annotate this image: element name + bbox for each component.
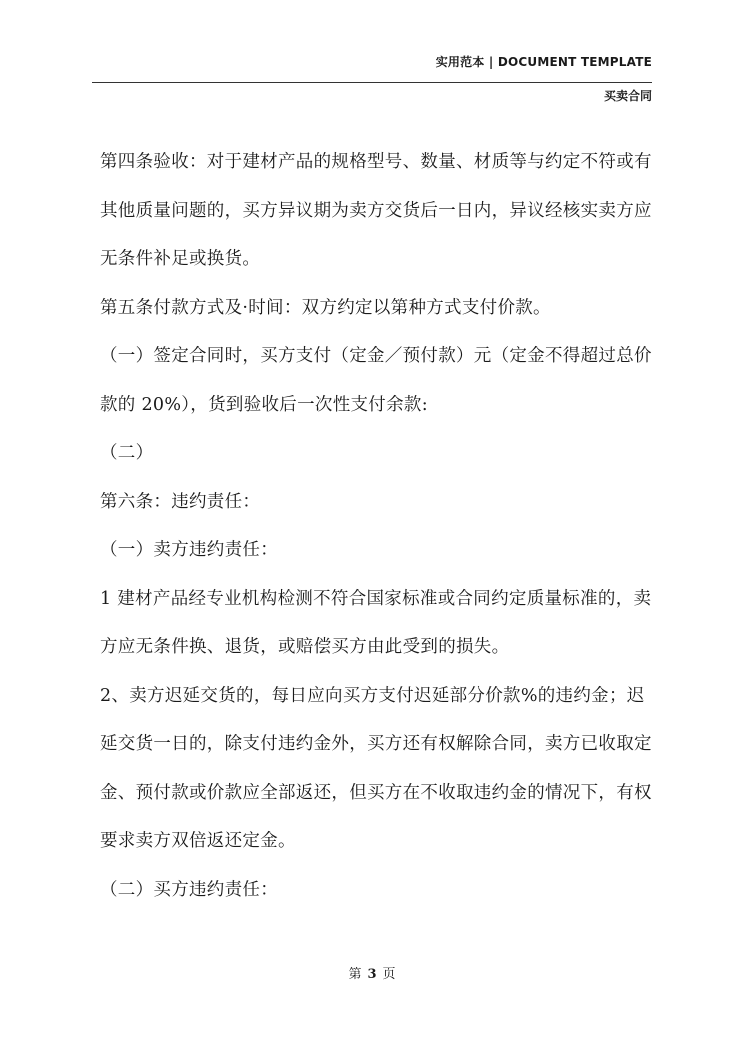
clause-4-acceptance: 第四条验收：对于建材产品的规格型号、数量、材质等与约定不符或有其他质量问题的，买方异议期为卖方交货后一日内，异议经核实卖方应无条件补足或换货。 [100, 152, 652, 269]
clause-6-seller-item-1: 1 建材产品经专业机构检测不符合国家标准或合同约定质量标准的，卖方应无条件换、退货，或赔偿买方由此受到的损失。 [100, 588, 652, 657]
clause-6-buyer-heading: （二）买方违约责任： [100, 879, 278, 900]
document-header-title: 实用范本 | DOCUMENT TEMPLATE [435, 55, 652, 69]
clause-5-item-2: （二） [100, 443, 154, 463]
clause-5-item-1: （一）签定合同时，买方支付（定金／预付款）元（定金不得超过总价款的 20%），货到验收后一次性支付余款: [100, 346, 652, 415]
document-body [100, 138, 660, 914]
clause-6-seller-item-2: 2、卖方迟延交货的，每日应向买方支付迟延部分价款%的违约金；迟延交货一日的，除支付违约金外，买方还有权解除合同，卖方已收取定金、预付款或价款应全部返还，但买方在不收取违约金的情况下，有权要求卖方双倍返还定金。 [100, 685, 652, 851]
page-footer [0, 963, 744, 982]
clause-5-payment: 第五条付款方式及·时间：双方约定以第种方式支付价款。 [100, 297, 551, 318]
header-divider [92, 82, 652, 83]
document-header-subtitle: 买卖合同 [603, 89, 652, 103]
page-number: 3 [367, 967, 377, 982]
footer-suffix: 页 [382, 967, 396, 982]
footer-prefix: 第 [348, 967, 362, 982]
clause-6-liability: 第六条：违约责任： [100, 491, 261, 512]
clause-6-seller-heading: （一）卖方违约责任： [100, 540, 278, 560]
